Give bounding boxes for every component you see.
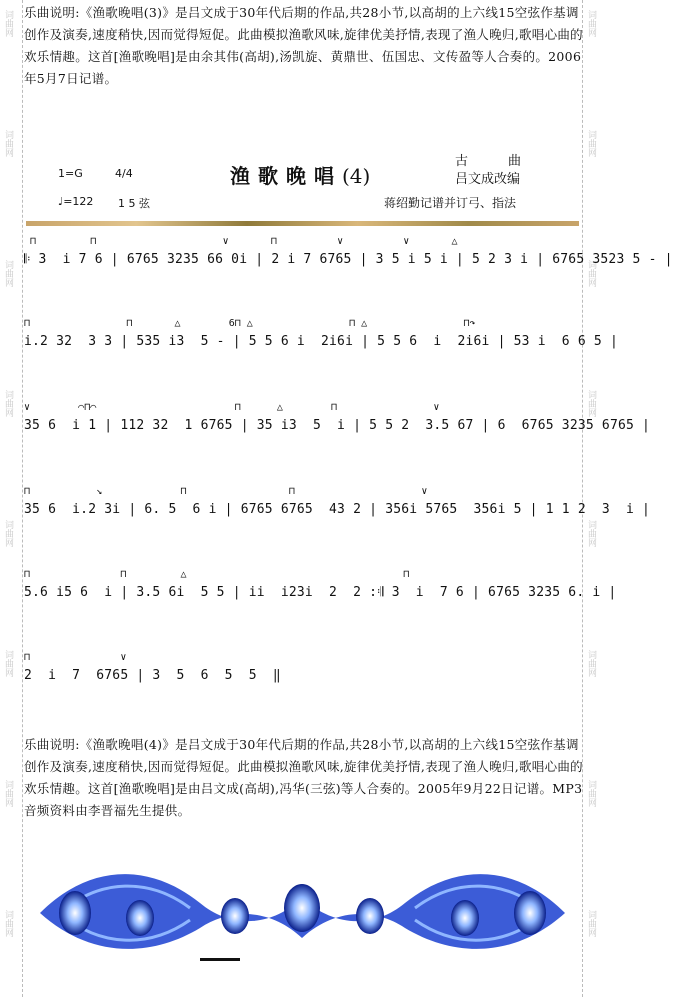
transcriber-credit: 蒋绍勤记谱并订弓、指法 xyxy=(384,196,517,210)
jianpu-notes: 5.6 i5 6 i | 3.5 6i 5 5 | ii i23i 2 2 :𝄇 3 i 7 6 | 6765 3235 6. i | xyxy=(24,585,617,600)
outro-description: 乐曲说明:《渔歌晚唱(4)》是吕文成于30年代后期的作品,共28小节,以高胡的上六线15空弦作基调创作及演奏,速度稍快,因而觉得短促。此曲模拟渔歌风味,旋律优美抒情,表现了渔人晚归,歌唱心曲的欢乐情趣。这首[渔歌晚唱]是由吕文成(高胡),冯华(三弦)等人合奏的。2005年9月22日记谱。MP3音频资料由李晋福先生提供。 xyxy=(24,737,583,818)
watermark-text: 词曲网 xyxy=(586,780,596,807)
jianpu-notes: i.2 32 3 3 | 535 i3 5 - | 5 5 6 i 2i6i | 5 5 6 i 2i6i | 53 i 6 6 5 | xyxy=(24,334,618,349)
jianpu-notes: 35 6 i.2 3i | 6. 5 6 i | 6765 6765 43 2 | 356i 5765 356i 5 | 1 1 2 3 i | xyxy=(24,502,651,517)
watermark-text: 词曲网 xyxy=(586,910,596,937)
source-label: 古曲 xyxy=(455,154,562,169)
watermark-text: 词曲网 xyxy=(3,780,13,807)
tempo-marking: ♩=122 xyxy=(58,195,94,208)
arranger-label: 吕文成改编 xyxy=(455,172,521,187)
string-tuning: 1 5 弦 xyxy=(118,197,150,210)
song-title-text: 渔歌晚唱 xyxy=(230,164,342,188)
bowing-marks: ⊓ ↘ ⊓ ⊓ ∨ xyxy=(24,486,428,497)
intro-description: 乐曲说明:《渔歌晚唱(3)》是吕文成于30年代后期的作品,共28小节,以高胡的上六线15空弦作基调创作及演奏,速度稍快,因而觉得短促。此曲模拟渔歌风味,旋律优美抒情,表现了渔人晚归,歌唱心曲的欢乐情趣。这首[渔歌晚唱]是由余其伟(高胡),汤凯旋、黄鼎世、伍国忠、文传盈等人合奏的。2006年5月7日记谱。 xyxy=(24,5,583,86)
score-line-2 xyxy=(24,318,618,358)
watermark-text: 词曲网 xyxy=(586,390,596,417)
watermark-text: 词曲网 xyxy=(3,910,13,937)
time-signature: 4/4 xyxy=(115,167,133,180)
score-header xyxy=(0,150,605,222)
jianpu-notes: 2 i 7 6765 | 3 5 6 5 5 ‖ xyxy=(24,668,281,683)
score-line-5 xyxy=(24,569,617,609)
watermark-text: 词曲网 xyxy=(586,650,596,677)
bowing-marks: ⊓ ⊓ ∨ ⊓ ∨ ∨ △ xyxy=(24,236,458,247)
watermark-text: 词曲网 xyxy=(3,390,13,417)
watermark-text: 词曲网 xyxy=(586,130,596,157)
bowing-marks: ⊓ ⊓ △ 6⊓ △ ⊓ △ ⊓↷ xyxy=(24,318,476,329)
song-title xyxy=(230,160,370,189)
jianpu-notes: 𝄆 3 i 7 6 | 6765 3235 66 0i | 2 i 7 6765 | 3 5 i 5 i | 5 2 3 i | 6765 3523 5 - | xyxy=(24,252,673,267)
decorative-divider xyxy=(26,221,579,226)
score-line-6 xyxy=(24,652,584,692)
watermark-text: 词曲网 xyxy=(586,260,596,287)
bowing-marks: ∨ ⌒⊓⌒ ⊓ △ ⊓ ∨ xyxy=(24,402,440,413)
watermark-text: 词曲网 xyxy=(3,130,13,157)
song-title-number: (4) xyxy=(342,164,371,188)
watermark-text: 词曲网 xyxy=(3,520,13,547)
watermark-text: 词曲网 xyxy=(3,260,13,287)
jianpu-notes: 35 6 i 1 | 112 32 1 6765 | 35 i3 5 i | 5 5 2 3.5 67 | 6 6765 3235 6765 | xyxy=(24,418,651,433)
peacock-feather-ornament xyxy=(30,858,575,968)
bowing-marks: ⊓ ∨ xyxy=(24,652,127,663)
bowing-marks: ⊓ ⊓ △ ⊓ xyxy=(24,569,410,580)
watermark-text: 词曲网 xyxy=(586,10,596,37)
watermark-text: 词曲网 xyxy=(3,10,13,37)
watermark-text: 词曲网 xyxy=(586,520,596,547)
score-line-4 xyxy=(24,486,651,526)
watermark-text: 词曲网 xyxy=(3,650,13,677)
key-signature: 1=G xyxy=(58,167,83,180)
